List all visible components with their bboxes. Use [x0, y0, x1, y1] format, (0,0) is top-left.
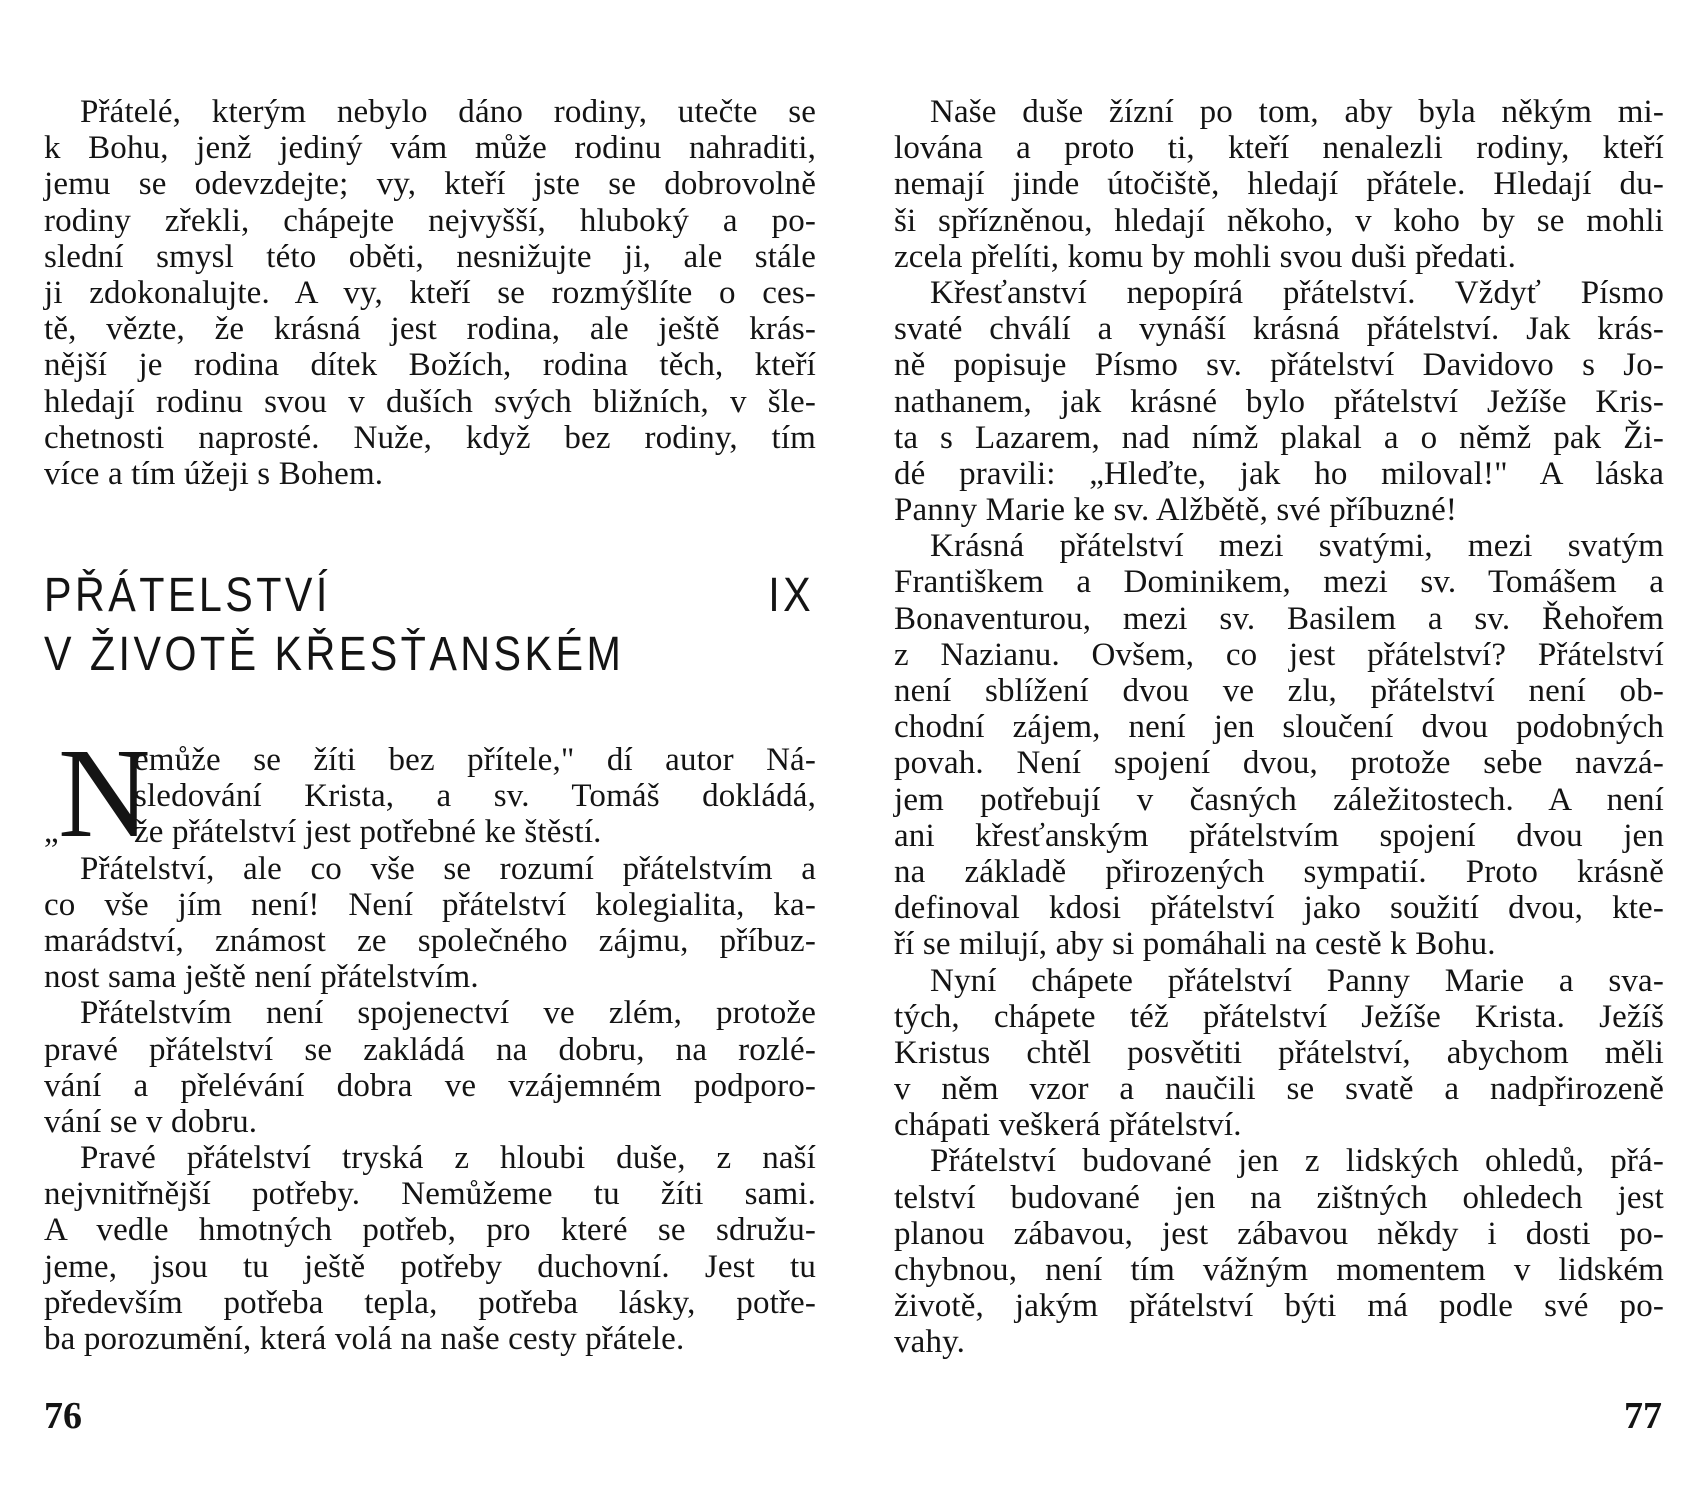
- text-line: Františkem a Dominikem, mezi sv. Tomášem a: [894, 564, 1664, 601]
- text-line: jem potřebují v časných záležitostech. A není: [894, 781, 1664, 818]
- text-line: dé pravili: „Hleďte, jak ho miloval!" A láska: [894, 455, 1664, 492]
- text-line: sledování Krista, a sv. Tomáš dokládá,: [134, 778, 816, 815]
- text-line: Kristus chtěl posvětiti přátelství, abychom měli: [894, 1034, 1664, 1071]
- text-line: vání a přelévání dobra ve vzájemném podporo-: [44, 1067, 816, 1104]
- intro-paragraph: [44, 94, 816, 492]
- chapter-title-line2: V ŽIVOTĚ KŘESŤANSKÉM: [44, 628, 625, 681]
- text-line: životě, jakým přátelství býti má podle své po-: [894, 1288, 1664, 1325]
- text-line: marádství, známost ze společného zájmu, příbuz-: [44, 922, 816, 959]
- paragraph: [894, 528, 1664, 962]
- opening-paragraph: [44, 722, 816, 864]
- text-line: Nyní chápete přátelství Panny Marie a sva-: [930, 962, 1664, 999]
- text-line: Přátelstvím není spojenectví ve zlém, protože: [80, 995, 816, 1032]
- chapter-title-line1: PŘÁTELSTVÍ: [44, 569, 331, 622]
- text-line: planou zábavou, jest zábavou někdy i dosti po-: [894, 1215, 1664, 1252]
- text-line: k Bohu, jenž jediný vám může rodinu nahraditi,: [44, 130, 816, 167]
- text-line: především potřeba tepla, potřeba lásky, potře-: [44, 1284, 816, 1321]
- text-line: Pravé přátelství tryská z hloubi duše, z naší: [80, 1140, 816, 1177]
- text-line: vání se v dobru.: [44, 1103, 258, 1140]
- text-line: chybnou, není tím vážným momentem v lidském: [894, 1252, 1664, 1288]
- paragraph: [894, 963, 1664, 1144]
- paragraph: [894, 94, 1664, 275]
- text-line: co vše jím není! Není přátelství kolegialita, ka-: [44, 886, 816, 923]
- text-line: chápati veškerá přátelství.: [894, 1107, 1242, 1144]
- text-line: A vedle hmotných potřeb, pro které se sdružu-: [44, 1212, 816, 1249]
- text-line: že přátelství jest potřebné ke štěstí.: [134, 814, 602, 851]
- right-paragraphs: [894, 94, 1664, 1361]
- text-line: Přátelství budované jen z lidských ohledů, přá-: [930, 1143, 1664, 1180]
- chapter-number: IX: [768, 569, 815, 622]
- text-line: není sblížení dvou ve zlu, přátelství není ob-: [894, 673, 1664, 709]
- text-line: ji zdokonalujte. A vy, kteří se rozmýšlíte o ces-: [44, 274, 816, 311]
- text-line: emůže se žíti bez přítele," dí autor Ná-: [134, 742, 816, 778]
- text-line: nejvnitřnější potřeby. Nemůžeme tu žíti sami.: [44, 1176, 816, 1213]
- text-line: Naše duše žízní po tom, aby byla někým mi-: [930, 94, 1664, 130]
- page-number-left: 76: [44, 1395, 82, 1437]
- drop-cap-quote: „: [44, 814, 59, 850]
- text-line: jeme, jsou tu ještě potřeby duchovní. Jest tu: [44, 1248, 816, 1285]
- text-line: v něm vzor a naučili se svatě a nadpřirozeně: [894, 1071, 1664, 1108]
- text-line: chetnosti naprosté. Nuže, když bez rodiny, tím: [44, 419, 816, 456]
- drop-cap-letter: N: [58, 722, 151, 864]
- chapter-body: [44, 722, 816, 1358]
- text-line: Panny Marie ke sv. Alžbětě, své příbuzné!: [894, 492, 1458, 529]
- text-line: Bonaventurou, mezi sv. Basilem a sv. Řehořem: [894, 600, 1664, 637]
- text-line: jemu se odevzdejte; vy, kteří jste se dobrovolně: [44, 166, 816, 203]
- right-page: [851, 0, 1702, 1500]
- text-line: zcela přelíti, komu by mohli svou duši předati.: [894, 238, 1517, 275]
- text-line: nemají jinde útočiště, hledají přátele. Hledají du-: [894, 166, 1664, 203]
- text-line: rodiny zřekli, chápejte nejvyšší, hluboký a po-: [44, 202, 816, 239]
- text-line: telství budované jen na zištných ohledech jest: [894, 1179, 1664, 1216]
- text-line: tých, chápete též přátelství Ježíše Krista. Ježíš: [894, 998, 1664, 1035]
- text-line: chodní zájem, není jen sloučení dvou podobných: [894, 709, 1664, 746]
- text-line: ta s Lazarem, nad nímž plakal a o němž pak Ži-: [894, 419, 1664, 456]
- drop-cap-lines: [134, 742, 816, 851]
- text-line: ba porozumění, která volá na naše cesty přátele.: [44, 1321, 685, 1358]
- chapter-heading-row: [44, 566, 814, 625]
- text-line: vahy.: [894, 1324, 966, 1361]
- chapter-heading: [44, 566, 816, 684]
- paragraph: [894, 275, 1664, 528]
- text-line: definoval kdosi přátelství jako soužití dvou, kte-: [894, 890, 1664, 927]
- paragraph: [44, 851, 816, 996]
- text-line: svaté chválí a vynáší krásná přátelství. Jak krás-: [894, 311, 1664, 348]
- text-line: Krásná přátelství mezi svatými, mezi svatým: [930, 528, 1664, 565]
- paragraph: [894, 1143, 1664, 1360]
- text-line: tě, vězte, že krásná jest rodina, ale ještě krás-: [44, 311, 816, 348]
- text-line: lována a proto ti, kteří nenalezli rodiny, kteří: [894, 130, 1664, 167]
- page-number-right: 77: [1624, 1395, 1662, 1437]
- paragraph: [44, 1140, 816, 1357]
- text-line: Křesťanství nepopírá přátelství. Vždyť Písmo: [930, 274, 1664, 311]
- text-line: na základě přirozených sympatií. Proto krásně: [894, 853, 1664, 890]
- text-line: pravé přátelství se zakládá na dobru, na rozlé-: [44, 1031, 816, 1068]
- text-line: Přátelé, kterým nebylo dáno rodiny, utečte se: [80, 94, 816, 130]
- text-line: více a tím úžeji s Bohem.: [44, 455, 384, 492]
- text-line: nější je rodina dítek Božích, rodina těch, kteří: [44, 347, 816, 384]
- text-line: ani křesťanským přátelstvím spojení dvou jen: [894, 817, 1664, 854]
- text-line: povah. Není spojení dvou, protože sebe navzá-: [894, 745, 1664, 782]
- text-line: ří se milují, aby si pomáhali na cestě k Bohu.: [894, 926, 1496, 963]
- text-line: nathanem, jak krásné bylo přátelství Ježíše Kris-: [894, 383, 1664, 420]
- text-line: ně popisuje Písmo sv. přátelství Davidovo s Jo-: [894, 347, 1664, 384]
- text-line: nost sama ještě není přátelstvím.: [44, 959, 479, 996]
- paragraph: [44, 995, 816, 1140]
- text-line: hledají rodinu svou v duších svých bližních, v šle-: [44, 383, 816, 420]
- text-line: z Nazianu. Ovšem, co jest přátelství? Přátelství: [894, 636, 1664, 673]
- text-line: Přátelství, ale co vše se rozumí přátelstvím a: [80, 850, 816, 887]
- text-line: slední smysl této oběti, nesnižujte ji, ale stále: [44, 238, 816, 275]
- left-paragraphs: [44, 851, 816, 1358]
- text-line: ši spřízněnou, hledají někoho, v koho by se mohli: [894, 202, 1664, 239]
